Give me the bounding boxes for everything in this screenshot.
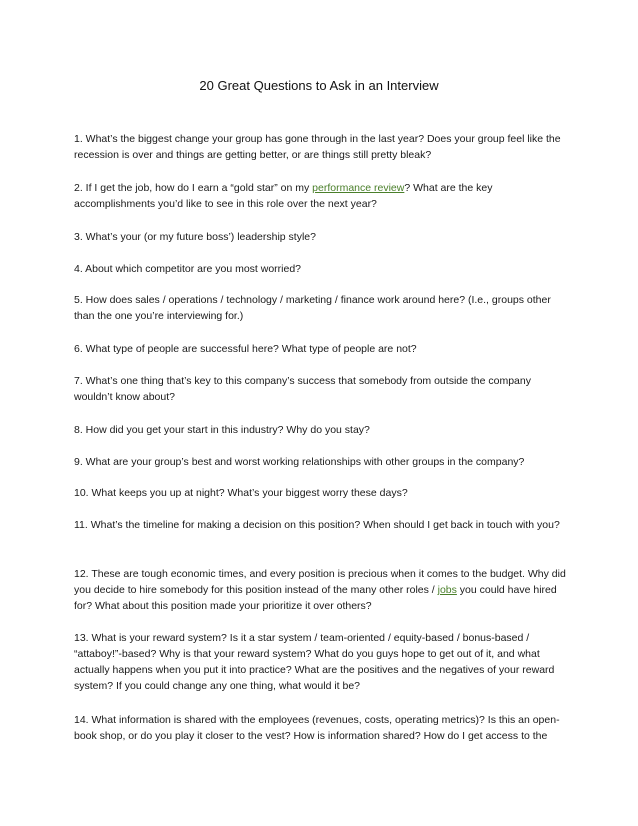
question-4: 4. About which competitor are you most worried? <box>74 263 302 275</box>
question-9: 9. What are your group’s best and worst working relationships with other groups in the company? <box>74 456 525 468</box>
question-11: 11. What’s the timeline for making a decision on this position? When should I get back in touch with you? <box>74 519 560 531</box>
question-8: 8. How did you get your start in this industry? Why do you stay? <box>74 424 370 436</box>
question-10: 10. What keeps you up at night? What’s your biggest worry these days? <box>74 487 408 499</box>
question-7: 7. What’s one thing that’s key to this company’s success that somebody from outside the company wouldn’t know about? <box>74 375 531 403</box>
jobs-link[interactable]: jobs <box>437 584 457 596</box>
performance-review-link[interactable]: performance review <box>312 182 405 194</box>
question-5: 5. How does sales / operations / technology / marketing / finance work around here? (I.e., groups other than the one you’re interviewing for.) <box>74 294 551 322</box>
question-2-text-after: ? What are the key accomplishments you’d like to see in this role over the next year? <box>74 182 493 210</box>
question-2 <box>74 180 568 212</box>
question-13: 13. What is your reward system? Is it a star system / team-oriented / equity-based / bonus-based / “attaboy!”-based? Why is that your reward system? What do you guys hope to get out of it, and what actually happens when you put it into practice? What are the positives and the negatives of your reward system? If you could change any one thing, what would it be? <box>74 632 555 692</box>
question-14: 14. What information is shared with the employees (revenues, costs, operating metrics)? Is this an open-book shop, or do you play it closer to the vest? How is information shared? How do I get access to the <box>74 714 560 742</box>
question-1: 1. What’s the biggest change your group has gone through in the last year? Does your group feel like the recession is over and things are getting better, or are things still pretty bleak? <box>74 133 561 161</box>
question-12-text-after: you could have hired for? What about this position made your prioritize it over others? <box>74 584 557 612</box>
question-12 <box>74 566 568 614</box>
question-12-text-before: 12. These are tough economic times, and every position is precious when it comes to the budget. Why did you decide to hire somebody for this position instead of the many other roles / <box>74 568 566 596</box>
question-2-text-before: 2. If I get the job, how do I earn a “gold star” on my <box>74 182 313 194</box>
page-title: 20 Great Questions to Ask in an Interview <box>199 78 439 93</box>
question-3: 3. What’s your (or my future boss’) leadership style? <box>74 231 316 243</box>
question-6: 6. What type of people are successful here? What type of people are not? <box>74 343 417 355</box>
